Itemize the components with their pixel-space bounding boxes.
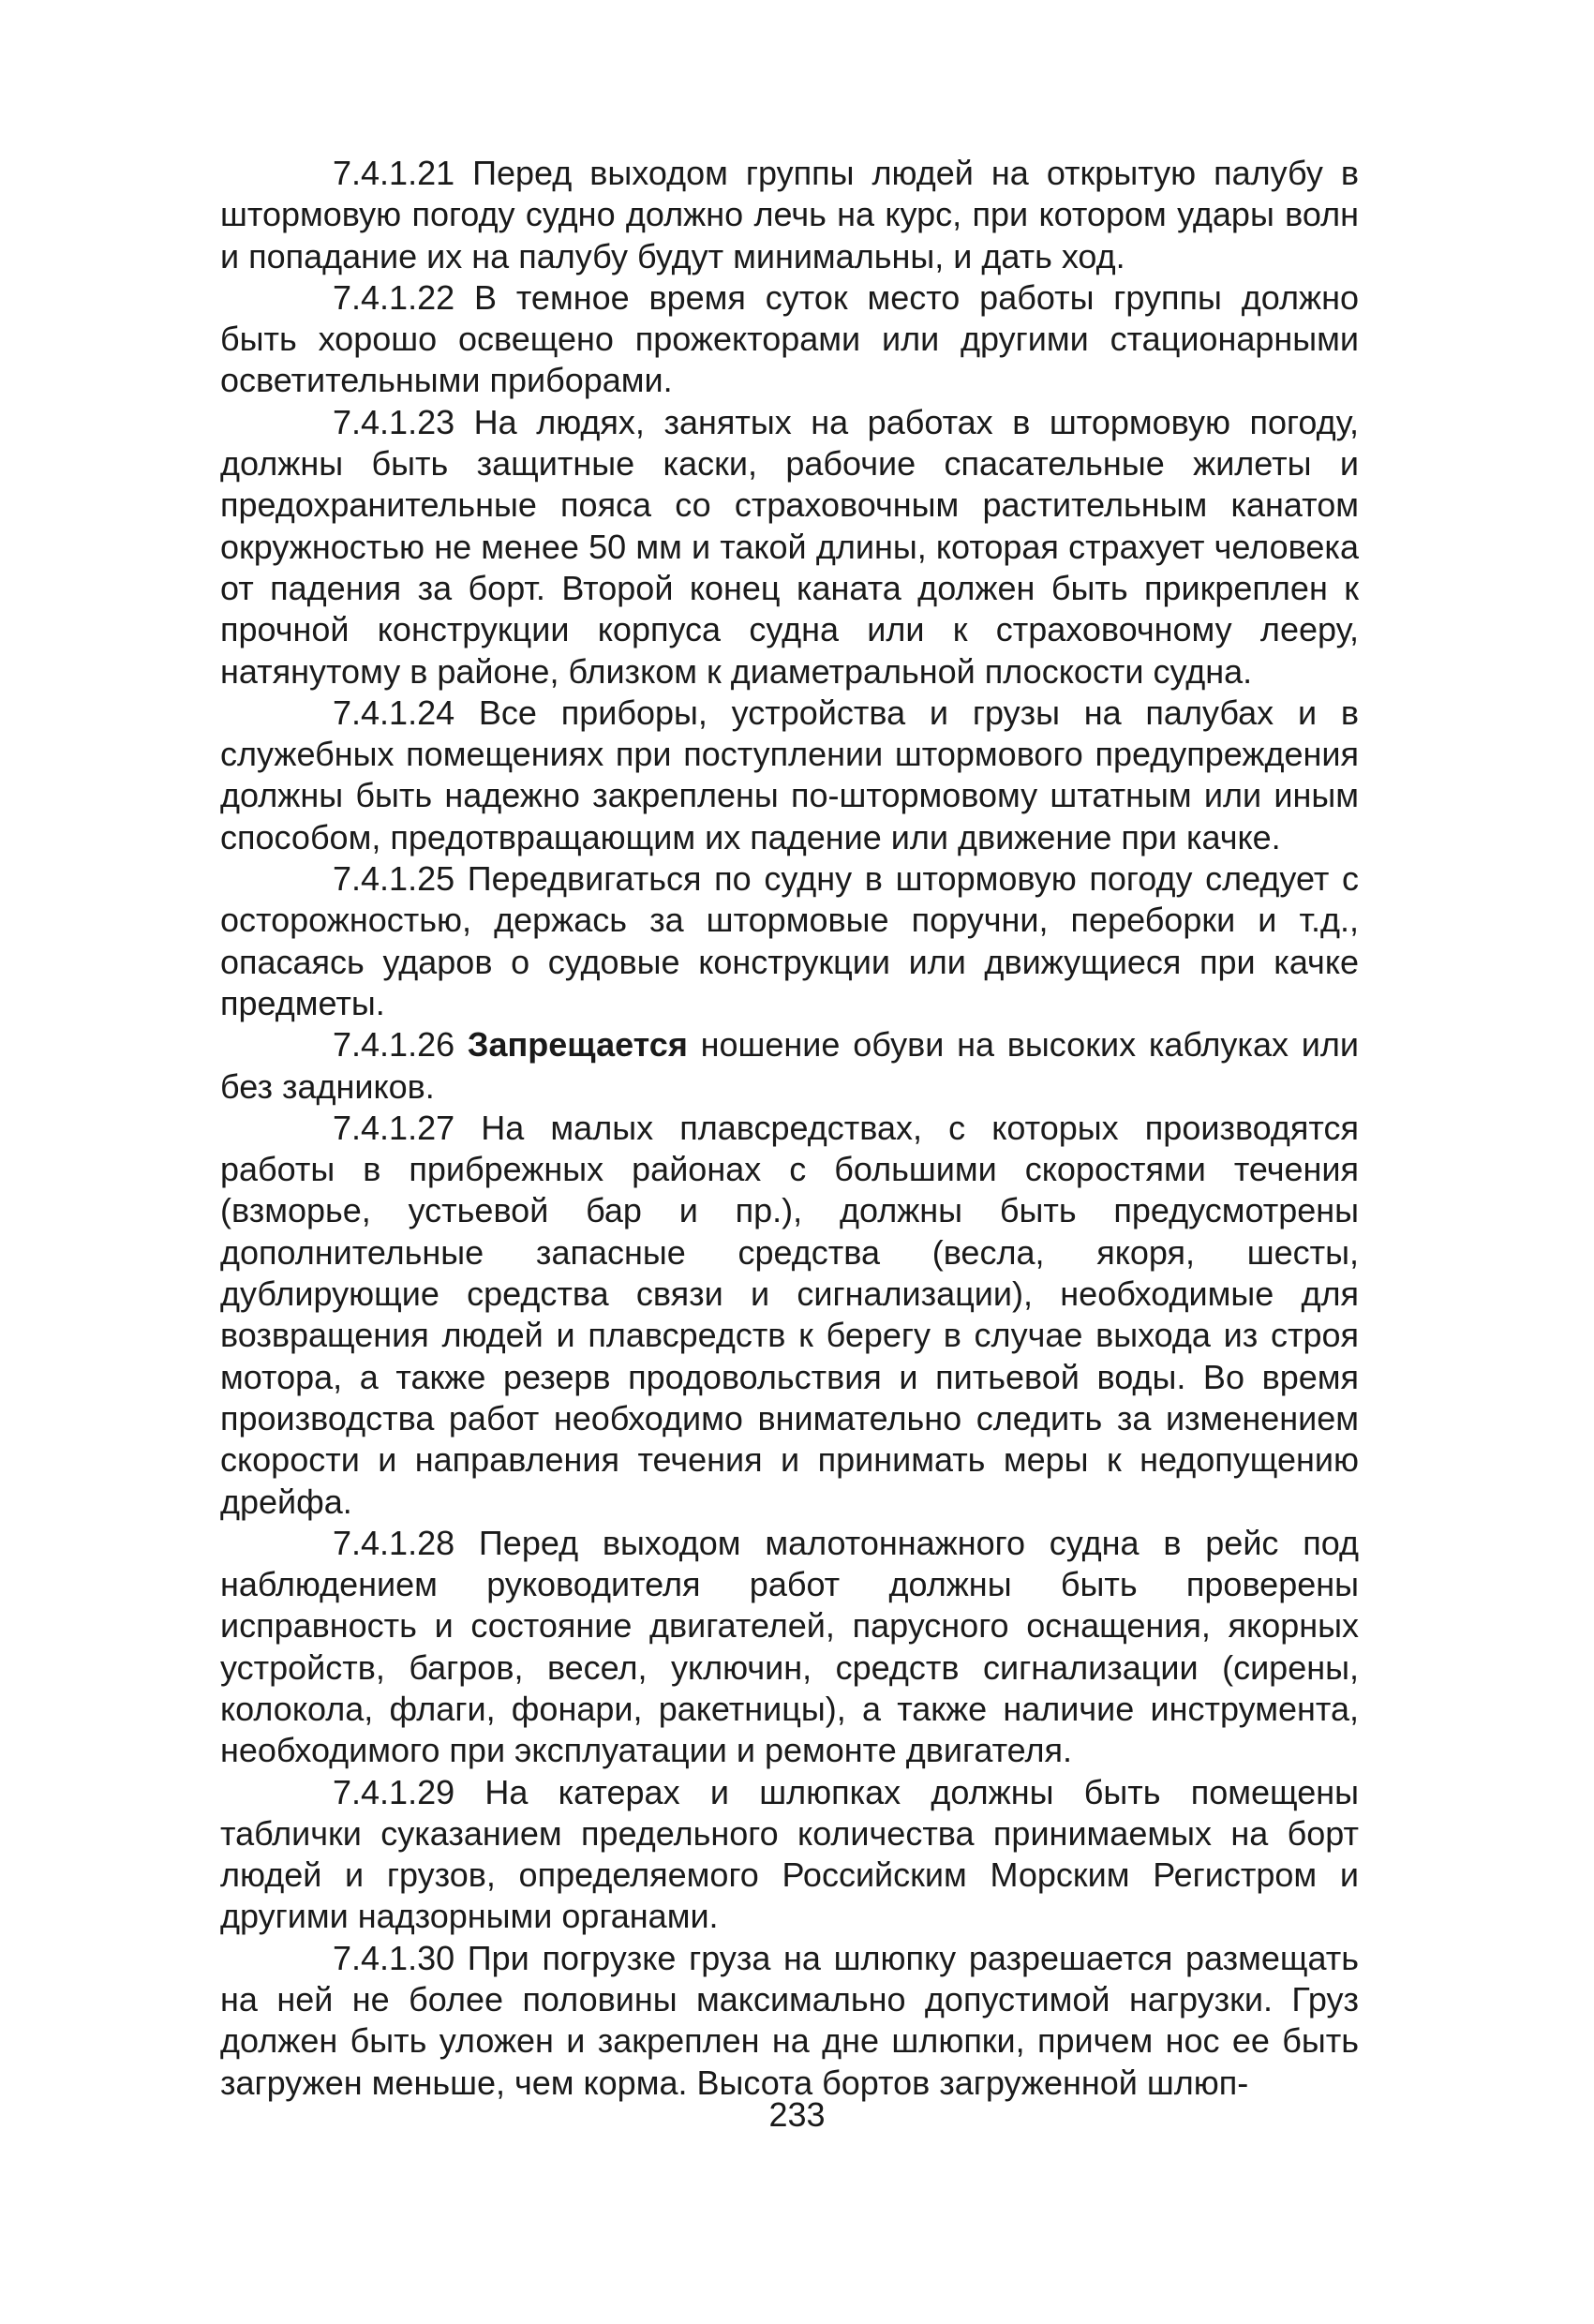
prohibition-keyword: Запрещается (467, 1025, 688, 1065)
paragraph-7-4-1-23: 7.4.1.23 На людях, занятых на работах в штормовую погоду, должны быть защитные каски, рабочие спасательные жилеты и предохранительные пояса со страховочным растительным канатом окружностью не менее 50 мм и такой длины, которая страхует человека от падения за борт. Второй конец каната должен быть прикреплен к прочной конструкции корпуса судна или к страховочному лееру, натянутому в районе, близком к диаметральной плоскости судна. (220, 402, 1359, 691)
paragraph-7-4-1-30: 7.4.1.30 При погрузке груза на шлюпку разрешается размещать на ней не более половины максимально допустимой нагрузки. Груз должен быть уложен и закреплен на дне шлюпки, причем нос ее быть загружен меньше, чем корма. Высота бортов загруженной шлюп- (220, 1938, 1359, 2102)
paragraph-rest: ношение обуви на высоких каблуках или без задников. (220, 1025, 1359, 1106)
paragraph-7-4-1-27: 7.4.1.27 На малых плавсредствах, с которых производятся работы в прибрежных районах с большими скоростями течения (взморье, устьевой бар и пр.), должны быть предусмотрены дополнительные запасные средства (весла, якоря, шесты, дублирующие средства связи и сигнализации), необходимые для возвращения людей и плавсредств к берегу в случае выхода из строя мотора, а также резерв продовольствия и питьевой воды. Во время производства работ необходимо внимательно следить за изменением скорости и направления течения и принимать меры к недопущению дрейфа. (220, 1108, 1359, 1521)
page-number: 233 (768, 2095, 826, 2134)
document-body (220, 153, 1359, 2104)
paragraph-7-4-1-24: 7.4.1.24 Все приборы, устройства и грузы на палубах и в служебных помещениях при поступлении штормового предупреждения должны быть надежно закреплены по-штормовому штатным или иным способом, предотвращающим их падение или движение при качке. (220, 693, 1359, 857)
paragraph-7-4-1-28: 7.4.1.28 Перед выходом малотоннажного судна в рейс под наблюдением руководителя работ должны быть проверены исправность и состояние двигателей, парусного оснащения, якорных устройств, багров, весел, уключин, средств сигнализации (сирены, колокола, флаги, фонари, ракетницы), а также наличие инструмента, необходимого при эксплуатации и ремонте двигателя. (220, 1523, 1359, 1770)
paragraph-7-4-1-29: 7.4.1.29 На катерах и шлюпках должны быть помещены таблички суказанием предельного количества принимаемых на борт людей и грузов, определяемого Российским Морским Регистром и другими надзорными органами. (220, 1772, 1359, 1936)
paragraph-number: 7.4.1.26 (333, 1025, 455, 1065)
paragraph-7-4-1-22: 7.4.1.22 В темное время суток место работы группы должно быть хорошо освещено прожекторами или другими стационарными осветительными приборами. (220, 277, 1359, 400)
paragraph-7-4-1-26 (220, 1024, 1359, 1108)
paragraph-7-4-1-25: 7.4.1.25 Передвигаться по судну в штормовую погоду следует с осторожностью, держась за штормовые поручни, переборки и т.д., опасаясь ударов о судовые конструкции или движущиеся при качке предметы. (220, 859, 1359, 1022)
paragraph-7-4-1-21: 7.4.1.21 Перед выходом группы людей на открытую палубу в штормовую погоду судно должно лечь на курс, при котором удары волн и попадание их на палубу будут минимальны, и дать ход. (220, 154, 1359, 276)
